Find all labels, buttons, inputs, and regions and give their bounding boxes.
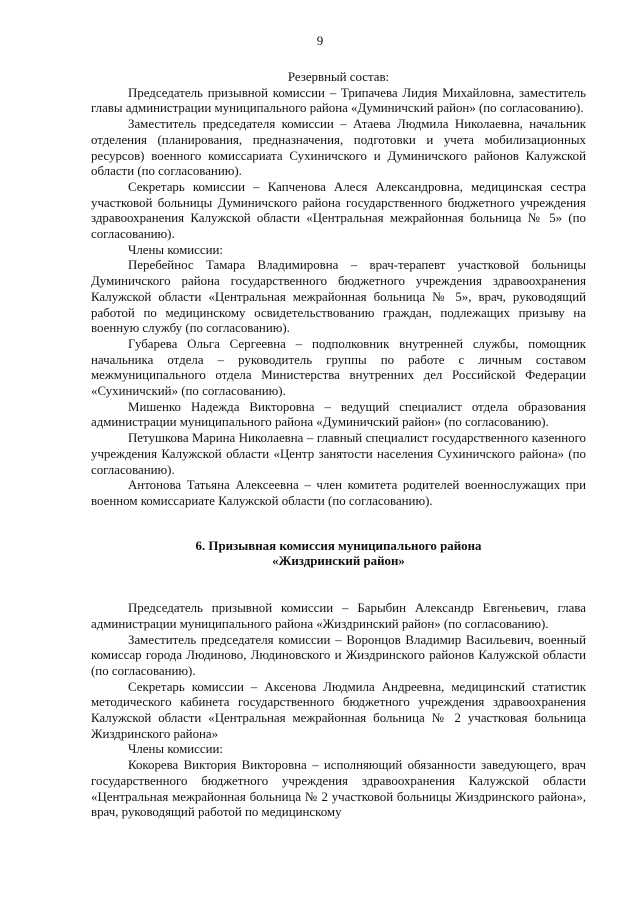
section-members-label: Члены комиссии: [128,742,223,757]
section-heading-line: «Жиздринский район» [272,554,405,569]
reserve-member: Губарева Ольга Сергеевна – подполковник внутренней службы, помощник начальника отдела – руководитель группы по работе с личным составом межмуниципального отдела Министерства внутренних дел Российской Федерации «Сухиничский» (по согласованию). [91,336,586,399]
reserve-member: Перебейнос Тамара Владимировна – врач-терапевт участковой больницы Думиничского района государственного бюджетного учреждения здравоохранения Калужской области «Центральная межрайонная больница № 5», врач, руководящий работой по медицинскому освидетельствованию граждан, подлежащих призыву на военную службу (по согласованию). [91,258,586,336]
section-chairman: Председатель призывной комиссии – Барыбин Александр Евгеньевич, глава администрации муниципального района «Жиздринский район» (по согласованию). [91,601,586,631]
reserve-chairman: Председатель призывной комиссии – Трипачева Лидия Михайловна, заместитель главы администрации муниципального района «Думиничский район» (по согласованию). [91,85,586,116]
section-secretary: Секретарь комиссии – Аксенова Людмила Андреевна, медицинский статистик методического кабинета государственного бюджетного учреждения здравоохранения Калужской области «Центральная межрайонная больница № 2 участковая больница Жиздринского района» [91,679,586,741]
reserve-member: Петушкова Марина Николаевна – главный специалист государственного казенного учреждения Калужской области «Центр занятости населения Сухиничского района» (по согласованию). [91,431,586,477]
section-member: Кокорева Виктория Викторовна – исполняющий обязанности заведующего, врач государственного бюджетного учреждения здравоохранения Калужской области «Центральная межрайонная больница № 2 участковой больницы Жиздринского района», врач, руководящий работой по медицинскому [91,758,586,820]
document-body [91,70,586,821]
section-deputy-chairman: Заместитель председателя комиссии – Воронцов Владимир Васильевич, военный комиссар города Людиново, Людиновского и Жиздринского районов Калужской области (по согласованию). [91,632,586,678]
page-number: 9 [316,33,324,48]
section-heading [91,539,586,570]
reserve-deputy-chairman: Заместитель председателя комиссии – Атаева Людмила Николаевна, начальник отделения (планирования, предназначения, подготовки и учета мобилизационных ресурсов) военного комиссариата Сухиничского и Думиничского районов Калужской области (по согласованию). [91,117,586,179]
section-heading-line: 6. Призывная комиссия муниципального района [195,538,482,553]
reserve-members-label: Члены комиссии: [128,242,223,257]
reserve-secretary: Секретарь комиссии – Капченова Алеся Александровна, медицинская сестра участковой больницы Думиничского района государственного бюджетного учреждения здравоохранения Калужской области «Центральная межрайонная больница № 5» (по согласованию). [91,179,586,242]
reserve-title: Резервный состав: [287,70,390,84]
reserve-member: Мишенко Надежда Викторовна – ведущий специалист отдела образования администрации муниципального района «Думиничский район» (по согласованию). [91,399,586,430]
reserve-member: Антонова Татьяна Алексеевна – член комитета родителей военнослужащих при военном комиссариате Калужской области (по согласованию). [91,478,586,508]
